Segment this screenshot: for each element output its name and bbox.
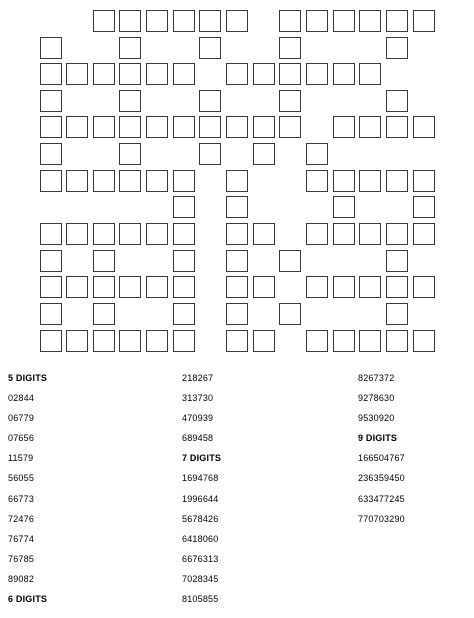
grid-cell[interactable] [306,143,328,165]
grid-cell[interactable] [93,170,115,192]
grid-cell[interactable] [279,10,301,32]
grid-cell[interactable] [306,330,328,352]
grid-cell[interactable] [199,10,221,32]
grid-cell[interactable] [226,303,248,325]
grid-cell[interactable] [93,276,115,298]
grid-cell[interactable] [226,250,248,272]
grid-cell[interactable] [306,10,328,32]
grid-cell[interactable] [386,303,408,325]
grid-cell[interactable] [386,330,408,352]
grid-cell[interactable] [173,10,195,32]
grid-cell[interactable] [199,90,221,112]
grid-cell[interactable] [359,63,381,85]
grid-cell[interactable] [253,276,275,298]
grid-cell[interactable] [119,223,141,245]
grid-cell[interactable] [173,276,195,298]
grid-cell[interactable] [66,63,88,85]
grid-cell[interactable] [40,250,62,272]
grid-cell[interactable] [146,276,168,298]
list-item: 11579 [8,453,34,464]
grid-cell[interactable] [40,330,62,352]
list-item: 236359450 [358,473,405,484]
grid-cell[interactable] [333,170,355,192]
grid-cell[interactable] [279,303,301,325]
grid-cell[interactable] [386,90,408,112]
grid-cell[interactable] [119,330,141,352]
grid-cell[interactable] [173,223,195,245]
grid-cell[interactable] [386,10,408,32]
list-item: 07656 [8,433,35,444]
list-item: 1996644 [182,493,219,504]
list-item: 6418060 [182,533,219,544]
grid-cell[interactable] [279,63,301,85]
grid-cell[interactable] [40,303,62,325]
grid-cell[interactable] [359,276,381,298]
grid-cell[interactable] [93,63,115,85]
grid-cell[interactable] [306,276,328,298]
grid-cell[interactable] [413,223,435,245]
list-heading: 7 DIGITS [182,453,222,464]
grid-cell[interactable] [253,330,275,352]
grid-cell[interactable] [146,10,168,32]
list-item: 218267 [182,373,214,383]
grid-cell[interactable] [173,116,195,138]
list-item: 5678426 [182,513,219,524]
grid-cell[interactable] [359,330,381,352]
grid-cell[interactable] [413,170,435,192]
grid-cell[interactable] [279,250,301,272]
grid-cell[interactable] [173,63,195,85]
grid-cell[interactable] [306,223,328,245]
grid-cell[interactable] [386,116,408,138]
grid-cell[interactable] [40,223,62,245]
grid-cell[interactable] [253,63,275,85]
list-item: 76774 [8,533,35,544]
list-item: 9530920 [358,413,395,424]
grid-cell[interactable] [173,250,195,272]
list-item: 02844 [8,393,35,404]
grid-cell[interactable] [333,63,355,85]
grid-cell[interactable] [306,170,328,192]
list-item: 7028345 [182,573,219,584]
grid-cell[interactable] [226,10,248,32]
grid-cell[interactable] [279,37,301,59]
list-item: 8267372 [358,373,395,383]
grid-cell[interactable] [333,330,355,352]
grid-cell[interactable] [333,10,355,32]
grid-cell[interactable] [386,276,408,298]
grid-cell[interactable] [359,223,381,245]
grid-cell[interactable] [253,116,275,138]
grid-cell[interactable] [66,170,88,192]
grid-cell[interactable] [40,90,62,112]
grid-cell[interactable] [40,170,62,192]
grid-cell[interactable] [199,143,221,165]
grid-cell[interactable] [306,63,328,85]
grid-cell[interactable] [226,276,248,298]
grid-cell[interactable] [119,276,141,298]
list-item: 470939 [182,413,214,424]
clue-column-1 [8,372,47,613]
grid-cell[interactable] [413,276,435,298]
list-item: 313730 [182,393,214,404]
list-item: 1694768 [182,473,219,484]
grid-cell[interactable] [40,276,62,298]
grid-cell[interactable] [119,63,141,85]
grid-cell[interactable] [40,143,62,165]
grid-cell[interactable] [226,330,248,352]
list-item: 8105855 [182,594,219,605]
grid-cell[interactable] [93,116,115,138]
grid-cell[interactable] [413,10,435,32]
list-item: 770703290 [358,513,405,524]
grid-cell[interactable] [93,223,115,245]
grid-cell[interactable] [40,63,62,85]
grid-cell[interactable] [199,37,221,59]
grid-cell[interactable] [226,170,248,192]
grid-cell[interactable] [146,330,168,352]
grid-cell[interactable] [279,116,301,138]
list-item: 66773 [8,493,35,504]
grid-cell[interactable] [146,170,168,192]
grid-cell[interactable] [173,330,195,352]
list-item: 89082 [8,573,35,584]
list-item: 633477245 [358,493,405,504]
grid-cell[interactable] [359,116,381,138]
grid-cell[interactable] [66,223,88,245]
grid-cell[interactable] [119,116,141,138]
grid-cell[interactable] [413,330,435,352]
grid-cell[interactable] [40,116,62,138]
clue-column-3 [358,372,405,533]
grid-cell[interactable] [173,170,195,192]
grid-cell[interactable] [93,250,115,272]
grid-cell[interactable] [253,143,275,165]
grid-cell[interactable] [146,116,168,138]
grid-cell[interactable] [333,196,355,218]
grid-cell[interactable] [66,276,88,298]
grid-cell[interactable] [226,116,248,138]
list-item: 06779 [8,413,35,424]
grid-cell[interactable] [40,37,62,59]
grid-cell[interactable] [226,196,248,218]
grid-cell[interactable] [119,143,141,165]
grid-cell[interactable] [93,10,115,32]
grid-cell[interactable] [226,223,248,245]
grid-cell[interactable] [119,170,141,192]
grid-cell[interactable] [333,223,355,245]
grid-cell[interactable] [359,10,381,32]
grid-cell[interactable] [226,63,248,85]
grid-cell[interactable] [386,223,408,245]
grid-cell[interactable] [333,276,355,298]
list-item: 6676313 [182,553,219,564]
grid-cell[interactable] [199,116,221,138]
grid-cell[interactable] [66,330,88,352]
grid-cell[interactable] [146,63,168,85]
grid-cell[interactable] [413,116,435,138]
grid-cell[interactable] [279,90,301,112]
list-item: 9278630 [358,393,395,404]
grid-cell[interactable] [66,116,88,138]
grid-cell[interactable] [119,90,141,112]
list-item: 76785 [8,553,35,564]
list-item: 56055 [8,473,35,484]
grid-cell[interactable] [359,170,381,192]
grid-cell[interactable] [119,37,141,59]
grid-cell[interactable] [386,170,408,192]
list-heading: 5 DIGITS [8,373,48,383]
clue-column-2 [182,372,221,613]
grid-cell[interactable] [333,116,355,138]
grid-cell[interactable] [93,330,115,352]
grid-cell[interactable] [119,10,141,32]
grid-cell[interactable] [173,303,195,325]
grid-cell[interactable] [173,196,195,218]
list-item: 689458 [182,433,214,444]
grid-cell[interactable] [386,250,408,272]
list-item: 72476 [8,513,35,524]
list-item: 166504767 [358,453,405,464]
list-heading: 9 DIGITS [358,433,398,444]
grid-cell[interactable] [93,303,115,325]
grid-cell[interactable] [386,37,408,59]
grid-cell[interactable] [253,223,275,245]
grid-cell[interactable] [146,223,168,245]
list-heading: 6 DIGITS [8,594,48,605]
grid-cell[interactable] [413,196,435,218]
